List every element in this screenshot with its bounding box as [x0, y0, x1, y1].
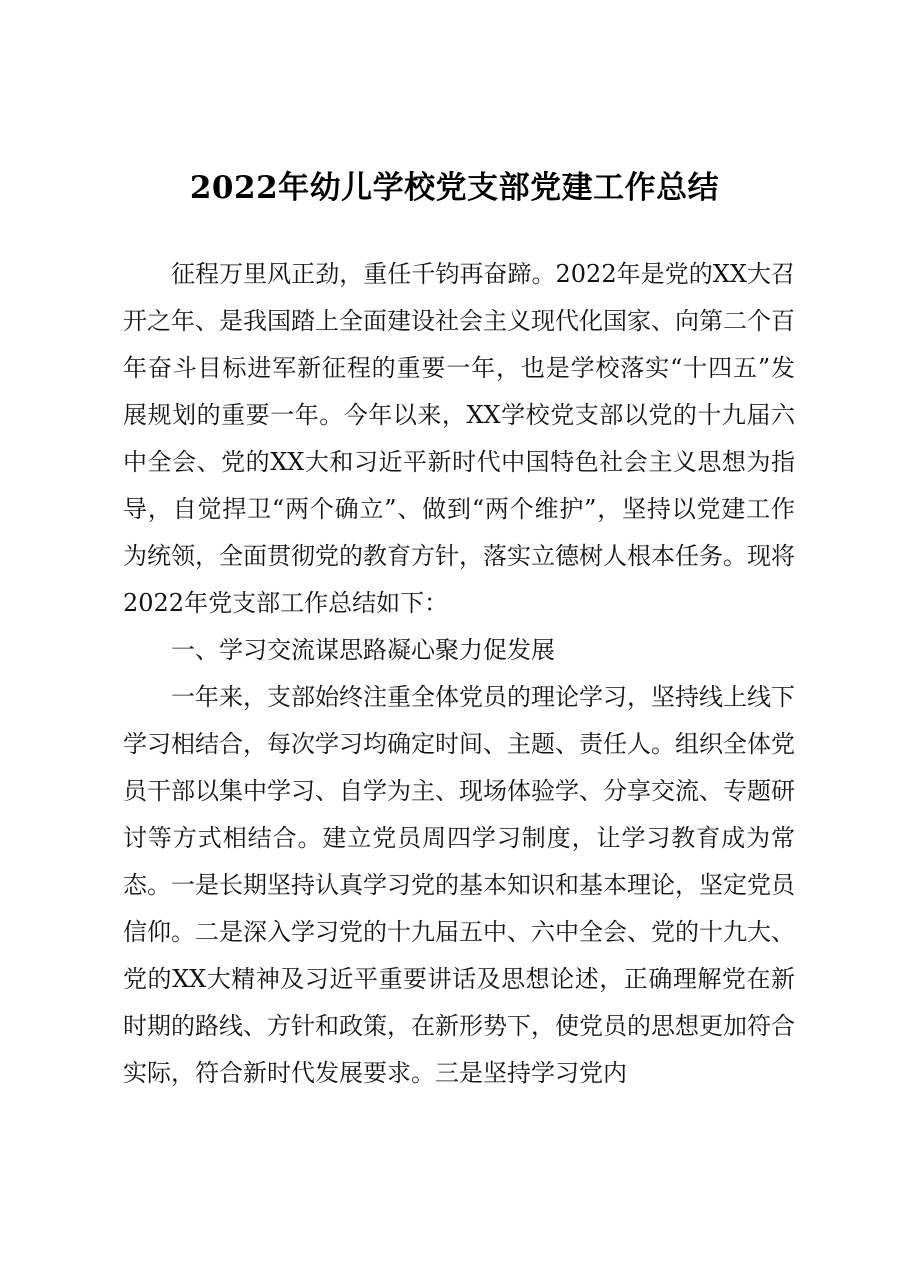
document-body — [123, 251, 795, 1097]
section-1-paragraph: 一年来，支部始终注重全体党员的理论学习，坚持线上线下学习相结合，每次学习均确定时间、主题、责任人。组织全体党员干部以集中学习、自学为主、现场体验学、分享交流、专题研讨等方式相结合。建立党员周四学习制度，让学习教育成为常态。一是长期坚持认真学习党的基本知识和基本理论，坚定党员信仰。二是深入学习党的十九届五中、六中全会、党的十九大、党的XX大精神及习近平重要讲话及思想论述，正确理解党在新时期的路线、方针和政策，在新形势下，使党员的思想更加符合实际，符合新时代发展要求。三是坚持学习党内 — [123, 683, 795, 1087]
section-heading-1: 一、学习交流谋思路凝心聚力促发展 — [171, 636, 555, 664]
intro-paragraph: 征程万里风正劲，重任千钧再奋蹄。2022年是党的XX大召开之年、是我国踏上全面建设社会主义现代化国家、向第二个百年奋斗目标进军新征程的重要一年，也是学校落实“十四五”发展规划的重要一年。今年以来，XX学校党支部以党的十九届六中全会、党的XX大和习近平新时代中国特色社会主义思想为指导，自觉捍卫“两个确立”、做到“两个维护”，坚持以党建工作为统领，全面贯彻党的教育方针，落实立德树人根本任务。现将2022年党支部工作总结如下： — [123, 260, 795, 617]
document-title: 2022年幼儿学校党支部党建工作总结 — [189, 170, 720, 206]
